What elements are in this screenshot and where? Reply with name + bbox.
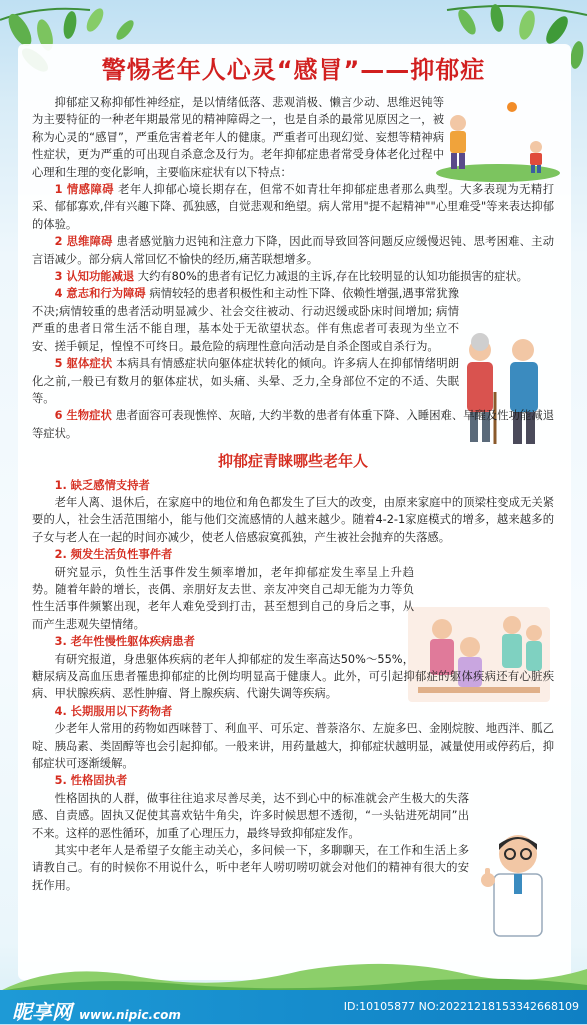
symptom-5-text: 本病具有情感症状向躯体症状转化的倾向。许多病人在抑郁情绪明朗化之前,一般已有数月的躯体症状，如头痛、头晕、乏力,全身部位不定的不适、失眠等。: [32, 357, 459, 405]
group-5-head: 5. 性格固执者: [54, 774, 128, 788]
symptom-2: [32, 233, 554, 268]
logo-text: 昵享网: [12, 1000, 72, 1024]
article-body: [32, 94, 554, 900]
group-4-head: 4. 长期服用以下药物者: [54, 704, 173, 718]
logo-url: www.nipic.com: [78, 1008, 181, 1022]
grass-decoration-bottom: [0, 955, 587, 991]
group-2-text: 研究显示，负性生活事件发生频率增加，老年抑郁症发生率呈上升趋势。随着年龄的增长，丧偶、亲朋好友去世、亲友冲突自己却无能为力等负性生活事件频繁出现，老年人难免受到打击，甚至想到自己的身后之事，从而产生悲观失望情绪。: [32, 565, 414, 631]
image-id-text: ID:10105877 NO:20221218153342668109: [343, 1000, 579, 1013]
symptom-1: [32, 181, 554, 233]
symptom-3: [32, 268, 554, 285]
group-4-text: 少老年人常用的药物如西咪替丁、利血平、可乐定、普萘洛尔、左旋多巴、金刚烷胺、地西泮、胍乙啶、胰岛素、类固醇等也会引起抑郁。一般来讲，用药量越大，抑郁症状越明显，减量使用或停药后，抑郁症状可逐渐缓解。: [32, 722, 554, 771]
symptom-4-head: 4 意志和行为障碍: [54, 287, 146, 301]
symptom-1-head: 1 情感障碍: [54, 183, 115, 197]
symptom-1-text: 老年人抑郁心境长期存在，但常不如青壮年抑郁症患者那么典型。大多表现为无精打采、郁郁寡欢,伴有兴趣下降、孤独感，自觉悲观和绝望。病人常用"提不起精神""心里难受"等来表达抑郁的体验。: [32, 183, 554, 231]
symptom-5-head: 5 躯体症状: [54, 357, 113, 371]
page-title: 警惕老年人心灵“感冒”——抑郁症: [101, 56, 486, 84]
symptom-6-head: 6 生物症状: [54, 409, 112, 423]
group-3-text: 有研究报道，身患躯体疾病的老年人抑郁症的发生率高达50%～55%，糖尿病及高血压患者罹患抑郁症的比例均明显高于健康人。此外，可引起抑郁症的躯体疾病还有心脏疾病、甲状腺疾病、恶性肿瘤、肾上腺疾病、代谢失调等疾病。: [32, 652, 554, 701]
section2-title: 抑郁症青睐哪些老年人: [217, 452, 368, 471]
site-logo[interactable]: [12, 996, 181, 1025]
symptom-6-text: 患者面容可表现憔悴、灰暗, 大约半数的患者有体重下降、入睡困难、早醒及性功能减退等症状。: [32, 409, 555, 440]
group-1-head: 1. 缺乏感情支持者: [54, 478, 150, 492]
group-3-head: 3. 老年性慢性躯体疾病患者: [54, 635, 195, 649]
symptom-2-head: 2 思维障碍: [54, 235, 113, 249]
symptom-2-text: 患者感觉脑力迟钝和注意力下降，因此而导致回答问题反应缓慢迟钝、思考困难、主动言语减少。部分病人常回忆不愉快的经历,痛苦联想增多。: [32, 235, 555, 266]
symptom-4-text: 病情较轻的患者积极性和主动性下降、依赖性增强,遇事常犹豫不决;病情较重的患者活动明显减少、社会交往被动、行动迟缓或卧床时间增加; 病情严重的患者日常生活不能自理，基本处于无欲望状态。伴有焦虑者可表现为坐立不安、搓手顿足，惶惶不可终日。最危险的病理性意向活动是自杀企图或自杀行为。: [32, 287, 460, 353]
group-2-head: 2. 频发生活负性事件者: [54, 548, 173, 562]
conclusion-paragraph: 其实中老年人是希望子女能主动关心，多问候一下，多聊聊天，在工作和生活上多请教自己。有的时候你不用说什么，听中老年人唠叨唠叨就会对他们的精神有很大的安抚作用。: [32, 844, 469, 892]
symptom-6: [32, 407, 554, 442]
symptom-3-head: 3 认知功能减退: [54, 270, 135, 284]
intro-paragraph: 抑郁症又称抑郁性神经症，是以情绪低落、悲观消极、懒言少动、思维迟钝等为主要特征的一种老年期最常见的精神障碍之一，也是自杀的最常见原因之一，被称为心灵的“感冒”，严重危害着老年人的健康。严重者可出现幻觉、妄想等精神病性症状，更为严重的可出现自杀意念及行为。老年抑郁症患者常受身体老化过程中心理和生理的变化影响，主要临床症状有以下特点：: [32, 96, 444, 179]
group-5-text: 性格固执的人群，做事往往追求尽善尽美，达不到心中的标准就会产生极大的失落感、自责感。固执又促使其喜欢钻牛角尖，许多时候思想不透彻，“一头钻进死胡同”出不来。这样的恶性循环，加重了心理压力，最终导致抑郁症发作。: [32, 791, 469, 840]
symptom-3-text: 大约有80%的患者有记忆力减退的主诉,存在比较明显的认知功能损害的症状。: [137, 270, 528, 284]
group-1-text: 老年人离、退休后，在家庭中的地位和角色都发生了巨大的改变，由原来家庭中的顶梁柱变成无关紧要的人，社会生活范围缩小，能与他们交流感情的人越来越少。随着4-2-1家庭模式的增多，越来越多的子女与老人在一起的时间亦减少，使老人倍感寂寞孤独，产生被社会抛弃的失落感。: [32, 495, 554, 544]
